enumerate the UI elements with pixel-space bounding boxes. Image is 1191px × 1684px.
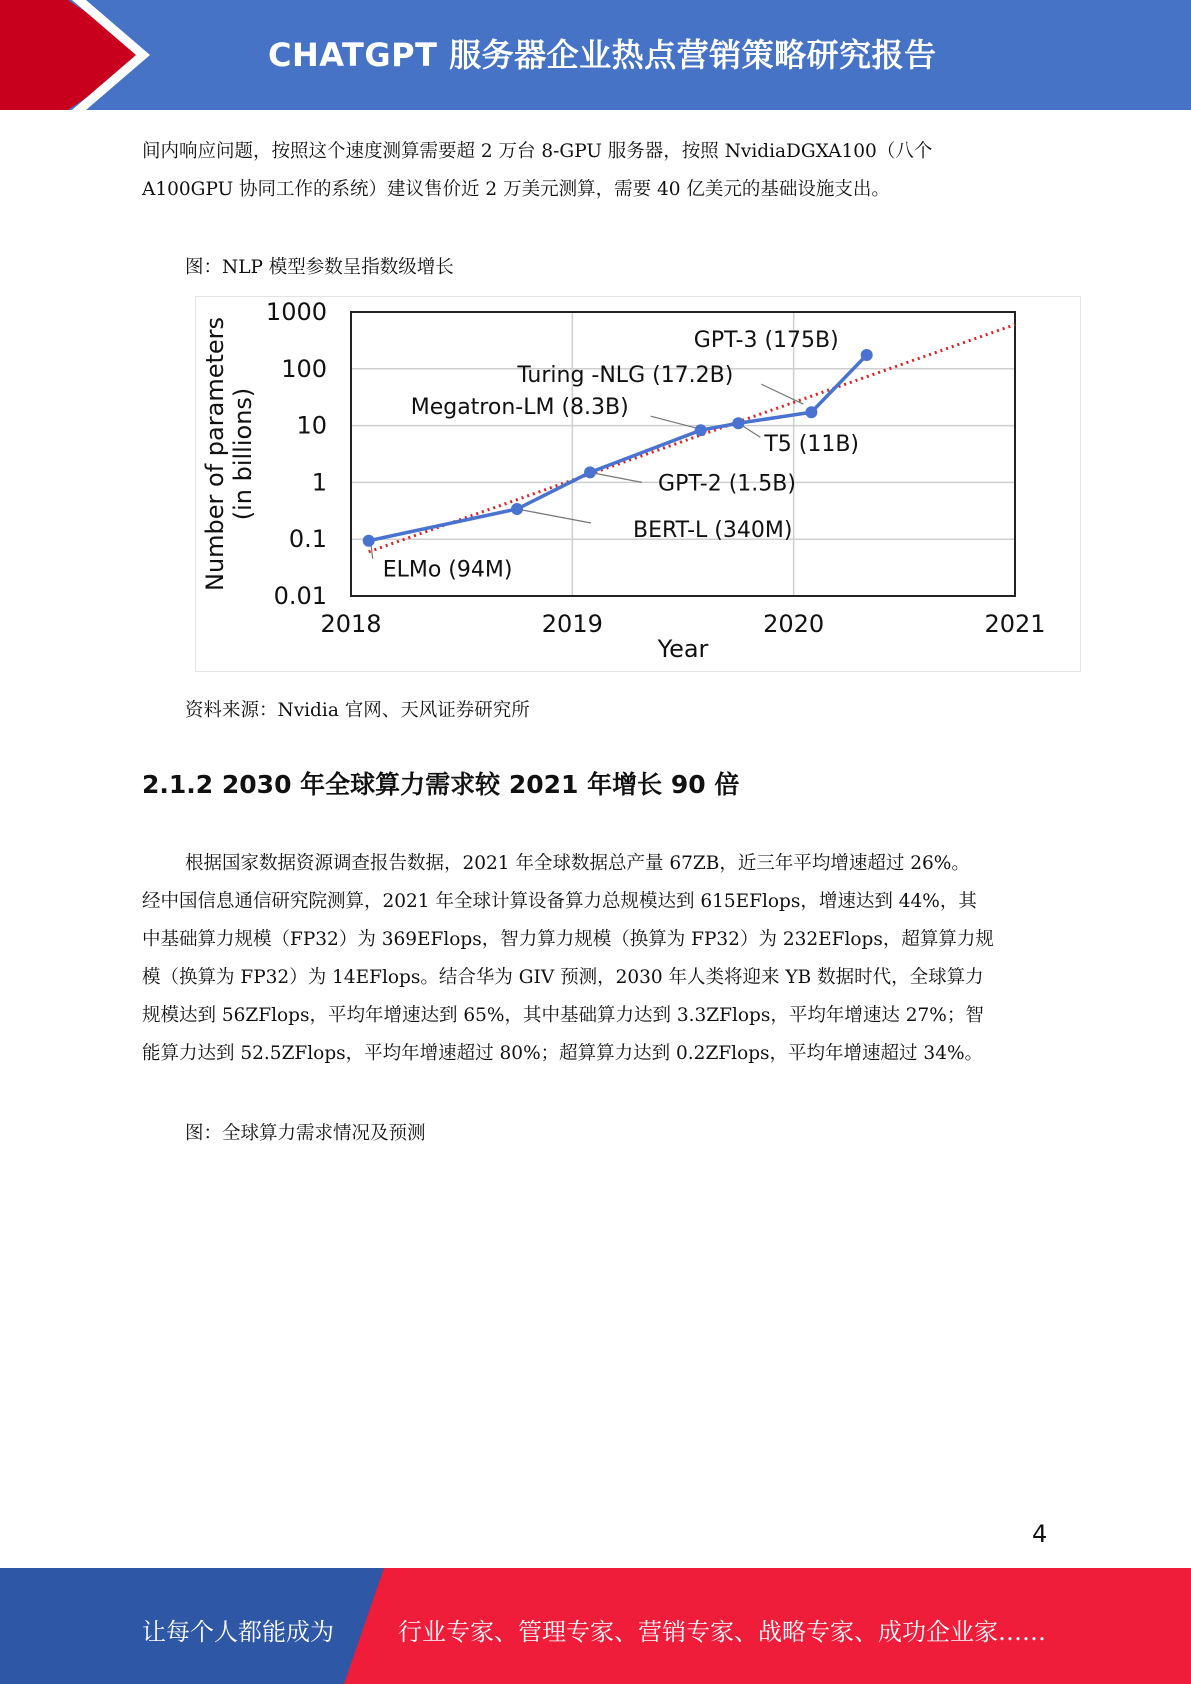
point-label: Megatron-LM (8.3B) (410, 395, 629, 421)
figure1-caption: 图：NLP 模型参数呈指数级增长 (185, 257, 454, 278)
data-point (805, 406, 817, 418)
footer-slogan-right: 行业专家、管理专家、营销专家、战略专家、成功企业家…… (398, 1618, 1046, 1646)
intro-paragraph (142, 133, 932, 209)
x-tick-label: 2018 (320, 610, 382, 638)
y-tick-label: 1 (311, 468, 327, 497)
y-axis-label-line1: Number of parameters (201, 316, 229, 592)
data-point (695, 424, 707, 436)
x-tick-label: 2021 (984, 610, 1046, 638)
y-tick-label: 1000 (265, 298, 327, 326)
data-point (511, 503, 523, 515)
data-point (861, 349, 873, 361)
section-paragraph (142, 845, 994, 1073)
point-label: ELMo (94M) (382, 557, 513, 583)
x-axis-label: Year (657, 635, 709, 663)
text-line: A100GPU 协同工作的系统）建议售价近 2 万美元测算，需要 40 亿美元的基础设施支出。 (142, 179, 890, 200)
page-number: 4 (1032, 1520, 1048, 1548)
figure2-caption: 图：全球算力需求情况及预测 (185, 1123, 426, 1144)
y-tick-label: 0.1 (288, 525, 327, 554)
text-line: 根据国家数据资源调查报告数据，2021 年全球数据总产量 67ZB，近三年平均增速超过 26%。 (185, 853, 970, 874)
text-line: 能算力达到 52.5ZFlops，平均年增速超过 80%；超算算力达到 0.2ZFlops，平均年增速超过 34%。 (142, 1043, 984, 1064)
figure1-source: 资料来源：Nvidia 官网、天风证券研究所 (185, 700, 530, 721)
page-header (0, 0, 1191, 110)
point-label: Turing -NLG (17.2B) (517, 363, 734, 389)
text-line: 经中国信息通信研究院测算，2021 年全球计算设备算力总规模达到 615EFlops，增速达到 44%，其 (142, 891, 977, 912)
text-line: 模（换算为 FP32）为 14EFlops。结合华为 GIV 预测，2030 年人类将迎来 YB 数据时代，全球算力 (142, 967, 984, 988)
header-title: CHATGPT 服务器企业热点营销策略研究报告 (268, 36, 937, 74)
y-axis-label-line2: (in billions) (229, 387, 257, 521)
text-line: 规模达到 56ZFlops，平均年增速达到 65%，其中基础算力达到 3.3ZFlops，平均年增速达 27%；智 (142, 1005, 984, 1026)
point-label: T5 (11B) (764, 432, 860, 458)
x-tick-label: 2020 (763, 610, 825, 638)
point-label: BERT-L (340M) (633, 518, 793, 544)
footer-slogan-left: 让每个人都能成为 (142, 1618, 334, 1646)
point-label: GPT-3 (175B) (693, 327, 839, 353)
y-tick-label: 0.01 (273, 582, 327, 610)
data-point (584, 466, 596, 478)
nlp-params-chart (195, 296, 1081, 672)
data-point (732, 417, 744, 429)
text-line: 间内响应问题，按照这个速度测算需要超 2 万台 8-GPU 服务器，按照 NvidiaDGXA100（八个 (142, 141, 933, 162)
data-point (363, 535, 375, 547)
x-tick-label: 2019 (541, 610, 603, 638)
y-tick-label: 10 (296, 411, 327, 440)
point-label: GPT-2 (1.5B) (658, 471, 796, 497)
section-heading: 2.1.2 2030 年全球算力需求较 2021 年增长 90 倍 (142, 770, 740, 799)
y-tick-label: 100 (281, 354, 327, 383)
chart-svg (195, 296, 1081, 672)
text-line: 中基础算力规模（FP32）为 369EFlops，智力算力规模（换算为 FP32）为 232EFlops，超算算力规 (142, 929, 994, 950)
